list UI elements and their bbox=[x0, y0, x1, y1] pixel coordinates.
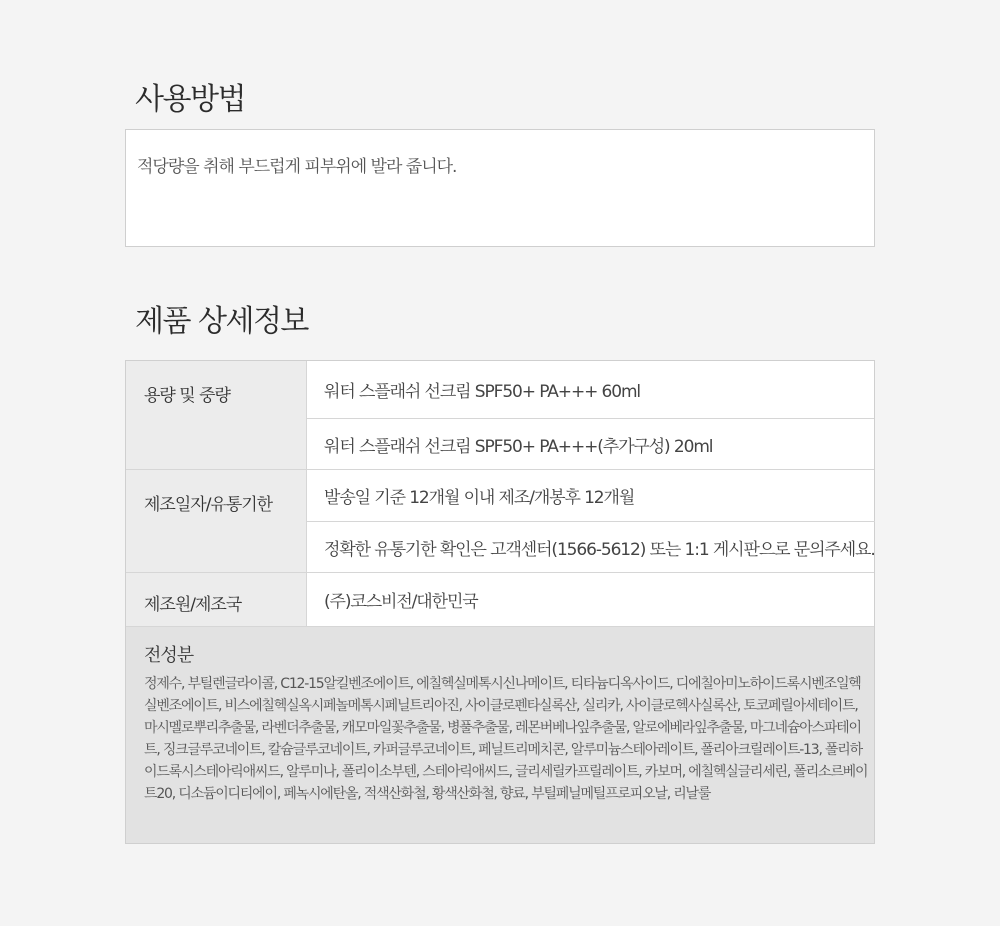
product-detail-table bbox=[125, 360, 875, 844]
volume-value-main: 워터 스플래쉬 선크림 SPF50+ PA+++ 60ml bbox=[324, 382, 641, 402]
volume-label: 용량 및 중량 bbox=[126, 361, 307, 469]
maker-value: (주)코스비전/대한민국 bbox=[324, 592, 478, 612]
maker-row bbox=[126, 573, 874, 627]
maker-label: 제조원/제조국 bbox=[126, 573, 307, 626]
expiry-value: 발송일 기준 12개월 이내 제조/개봉후 12개월 bbox=[324, 488, 635, 508]
usage-section-title: 사용방법 bbox=[135, 82, 245, 117]
usage-text: 적당량을 취해 부드럽게 피부위에 발라 줍니다. bbox=[137, 157, 457, 177]
expiry-notice: 정확한 유통기한 확인은 고객센터(1566-5612) 또는 1:1 게시판으로 문의주세요. bbox=[307, 521, 875, 572]
volume-value-extra: 워터 스플래쉬 선크림 SPF50+ PA+++(추가구성) 20ml bbox=[307, 418, 874, 469]
usage-box bbox=[125, 129, 875, 247]
ingredients-label: 전성분 bbox=[144, 645, 194, 666]
expiry-row bbox=[126, 470, 874, 573]
ingredients-section bbox=[126, 627, 874, 843]
volume-row bbox=[126, 361, 874, 470]
expiry-label: 제조일자/유통기한 bbox=[126, 470, 307, 572]
detail-section-title: 제품 상세정보 bbox=[135, 304, 308, 339]
ingredients-text: 정제수, 부틸렌글라이콜, C12-15알킬벤조에이트, 에칠헥실메톡시신나메이트, 티타늄디옥사이드, 디에칠아미노하이드록시벤조일헥실벤조에이트, 비스에칠헥실옥시페놀메톡시페닐트리아진, 사이클로펜타실록산, 실리카, 사이클로헥사실록산, 토코페릴아세테이트, 마시멜로뿌리추출물, 라벤더추출물, 캐모마일꽃추출물, 병풀추출물, 레몬버베나잎추출물, 알로에베라잎추출물, 마그네슘아스파테이트, 징크글루코네이트, 칼슘글루코네이트, 카퍼글루코네이트, 페닐트리메치콘, 알루미늄스테아레이트, 폴리아크릴레이트-13, 폴리하이드록시스테아릭애씨드, 알루미나, 폴리이소부텐, 스테아릭애씨드, 글리세릴카프릴레이트, 카보머, 에칠헥실글리세린, 폴리소르베이트20, 디소듐이디티에이, 페녹시에탄올, 적색산화철, 황색산화철, 향료, 부틸페닐메틸프로피오날, 리날룰 bbox=[144, 676, 868, 802]
